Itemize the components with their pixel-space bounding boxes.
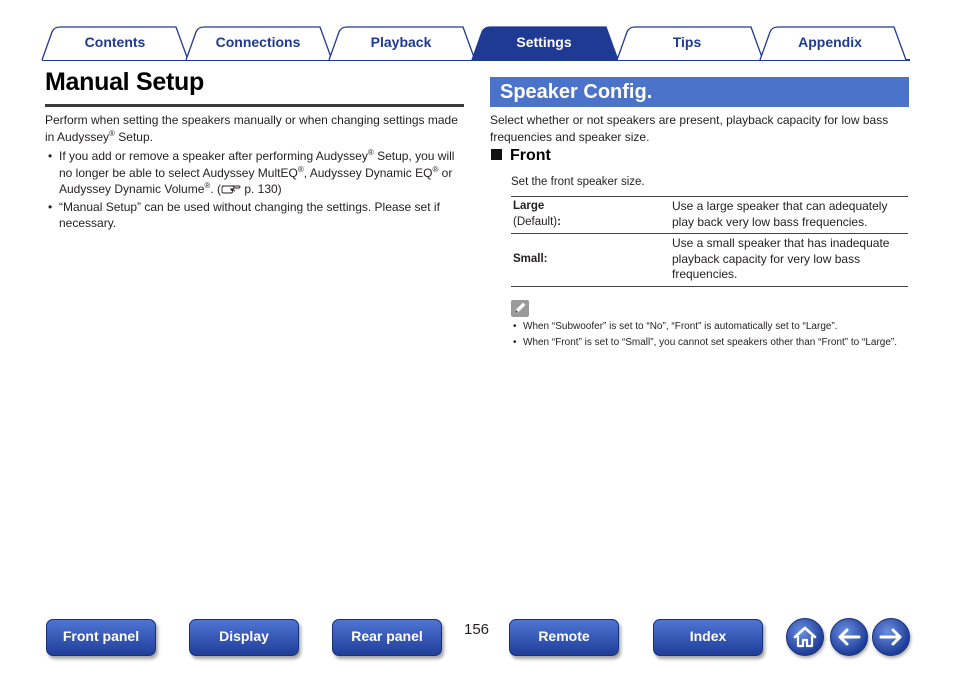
intro-text-a: Perform when setting the speakers manually or when changing settings made in Audyssey (45, 113, 458, 144)
forward-arrow-icon (873, 619, 909, 655)
tab-playback[interactable]: Playback (370, 34, 432, 50)
square-bullet-icon (491, 149, 502, 160)
registered-mark: ® (297, 164, 304, 174)
options-table (511, 196, 908, 287)
page-reference-link[interactable]: p. 130) (240, 182, 282, 196)
option-description: Use a small speaker that has inadequate playback capacity for very low bass frequencies. (670, 234, 908, 287)
registered-mark: ® (367, 148, 374, 157)
option-colon: : (557, 215, 561, 228)
subsection-heading (491, 147, 551, 167)
list-item: • When “Front” is set to “Small”, you cannot set speakers other than “Front” to “Large”. (511, 336, 909, 350)
remote-button[interactable]: Remote (509, 619, 619, 656)
subsection-description: Set the front speaker size. (511, 176, 645, 188)
section-title: Speaker Config. (500, 81, 653, 103)
page-number: 156 (464, 621, 490, 638)
title-divider (45, 104, 464, 107)
registered-mark: ® (432, 164, 439, 174)
bullet-text: “Manual Setup” can be used without changing the settings. Please set if necessary. (59, 199, 440, 230)
bullet-text: or Audyssey Dynamic Volume (59, 165, 453, 196)
subsection-title: Front (510, 147, 551, 164)
section-description: Select whether or not speakers are present, playback capacity for low bass frequencies and speaker size. (490, 113, 889, 144)
option-name: Small: (513, 252, 548, 265)
registered-mark: ® (204, 181, 211, 190)
page-title: Manual Setup (45, 68, 204, 96)
index-button[interactable]: Index (653, 619, 763, 656)
option-description: Use a large speaker that can adequately play back very low bass frequencies. (670, 197, 908, 234)
home-icon (787, 619, 823, 655)
option-name-cell (511, 197, 670, 234)
intro-text-b: Setup. (114, 129, 153, 144)
bullet-text: . ( (210, 182, 221, 196)
option-name-cell (511, 234, 670, 287)
tab-appendix[interactable]: Appendix (798, 34, 862, 50)
top-tab-bar (0, 0, 954, 62)
front-panel-button[interactable]: Front panel (46, 619, 156, 656)
pointing-hand-icon (221, 182, 241, 194)
note-list (45, 148, 467, 233)
tab-settings[interactable]: Settings (516, 34, 572, 50)
display-button[interactable]: Display (189, 619, 299, 656)
bullet-text: If you add or remove a speaker after performing Audyssey (59, 149, 368, 163)
forward-button[interactable] (872, 618, 910, 656)
option-name: Large (513, 200, 545, 212)
tab-contents[interactable]: Contents (84, 34, 146, 50)
table-row (511, 197, 908, 234)
option-qualifier: (Default) (513, 215, 558, 228)
home-button[interactable] (786, 618, 824, 656)
table-row (511, 234, 908, 287)
pencil-note-icon (511, 300, 529, 317)
rear-panel-button[interactable]: Rear panel (332, 619, 442, 656)
tab-connections[interactable]: Connections (215, 34, 301, 50)
notes-list (511, 320, 909, 352)
list-item (45, 148, 467, 198)
list-item: • When “Subwoofer” is set to “No”, “Front” is automatically set to “Large”. (511, 320, 909, 334)
bullet-text: , Audyssey Dynamic EQ (303, 165, 433, 180)
tab-shapes (0, 0, 954, 62)
registered-mark: ® (109, 128, 115, 138)
bullet-text: Setup, you will no longer be able to select Audyssey MultEQ (59, 149, 455, 180)
list-item (45, 199, 467, 232)
back-button[interactable] (830, 618, 868, 656)
tab-tips[interactable]: Tips (672, 34, 702, 50)
back-arrow-icon (831, 619, 867, 655)
intro-paragraph (45, 112, 465, 145)
